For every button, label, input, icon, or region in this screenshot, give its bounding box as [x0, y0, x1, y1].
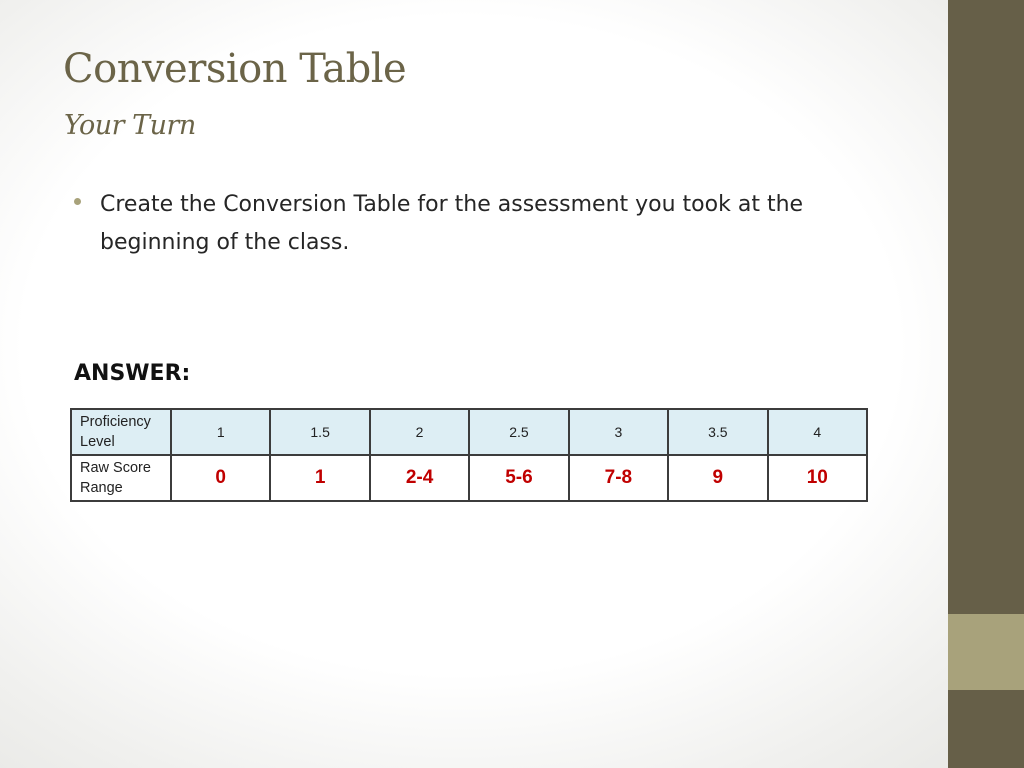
decorative-sidebar-accent: [948, 614, 1024, 690]
table-row: [71, 455, 867, 501]
table-cell: 10: [768, 455, 867, 501]
row-header-raw-score-range: Raw Score Range: [71, 455, 171, 501]
bullet-dot-icon: [74, 198, 81, 205]
table-row: [71, 409, 867, 455]
conversion-table: [70, 408, 868, 502]
bullet-text: Create the Conversion Table for the assessment you took at the beginning of the class.: [100, 192, 804, 255]
table-cell: 9: [668, 455, 767, 501]
table-cell: 3.5: [668, 409, 767, 455]
answer-label: ANSWER:: [74, 361, 191, 386]
table-cell: 4: [768, 409, 867, 455]
table-cell: 5-6: [469, 455, 568, 501]
slide-title: Conversion Table: [63, 46, 407, 92]
table-cell: 1: [270, 455, 369, 501]
table-cell: 1: [171, 409, 270, 455]
table-cell: 7-8: [569, 455, 668, 501]
table-cell: 3: [569, 409, 668, 455]
table-cell: 1.5: [270, 409, 369, 455]
bullet-item: [74, 186, 864, 262]
table-cell: 2.5: [469, 409, 568, 455]
table-cell: 2-4: [370, 455, 469, 501]
row-header-proficiency-level: Proficiency Level: [71, 409, 171, 455]
slide-subtitle: Your Turn: [64, 110, 196, 141]
table-cell: 0: [171, 455, 270, 501]
table-cell: 2: [370, 409, 469, 455]
